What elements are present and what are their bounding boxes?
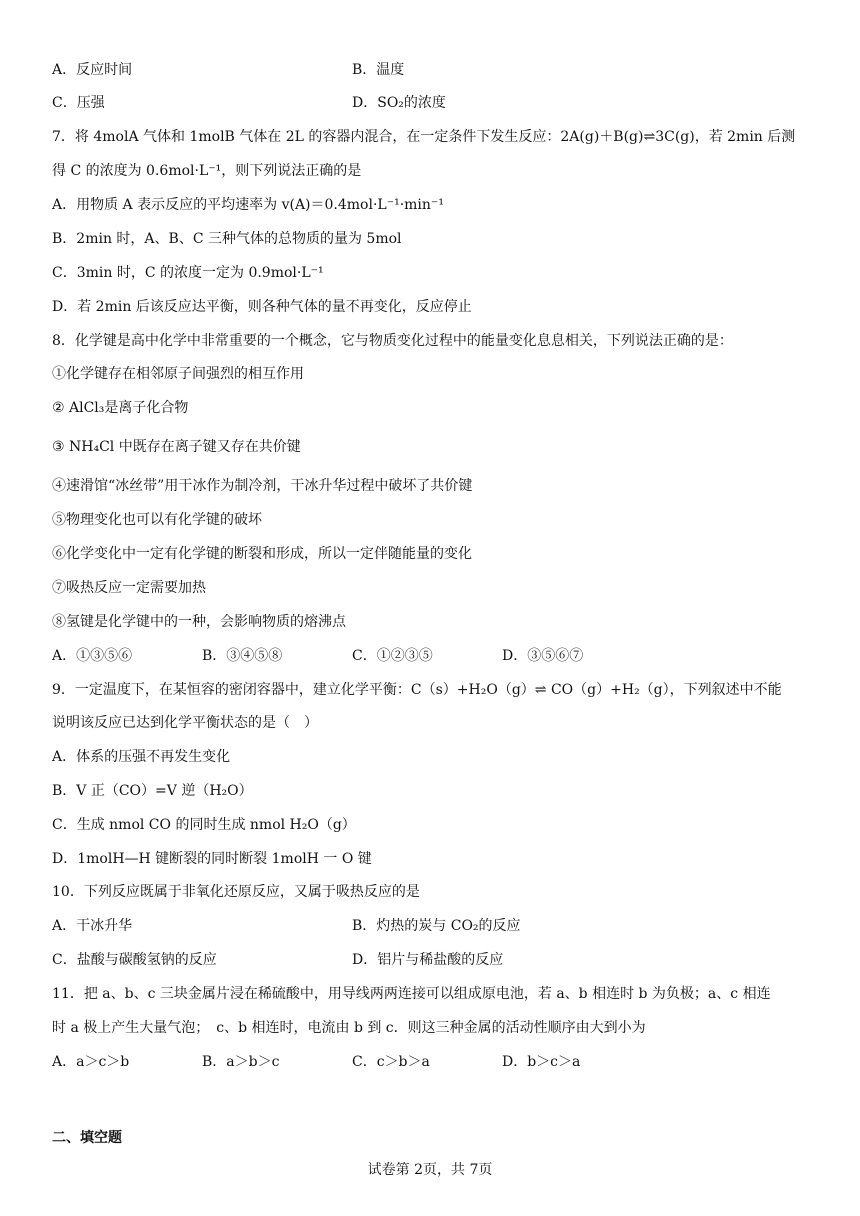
q11-option-c: C．c＞b＞a	[352, 1054, 430, 1070]
q10-option-a: A．干冰升华	[52, 918, 133, 934]
q8-statement-5: ⑤物理变化也可以有化学键的破坏	[52, 512, 262, 528]
q7-option-b: B．2min 时，A、B、C 三种气体的总物质的量为 5mol	[52, 231, 402, 247]
q11-option-a: A．a＞c＞b	[52, 1054, 130, 1070]
q8-option-d: D．③⑤⑥⑦	[502, 648, 584, 664]
q9-option-b: B．V 正（CO）=V 逆（H₂O）	[52, 783, 253, 799]
q10-option-c: C．盐酸与碳酸氢钠的反应	[52, 952, 217, 968]
page-footer: 试卷第 2页，共 7页	[367, 1162, 493, 1178]
q6-option-b: B．温度	[352, 62, 405, 78]
q7-option-c: C．3min 时，C 的浓度一定为 0.9mol·L⁻¹	[52, 265, 324, 281]
q9-stem-line1: 9．一定温度下，在某恒容的密闭容器中，建立化学平衡：C（s）+H₂O（g）⇌ CO（g）+H₂（g），下列叙述中不能	[52, 682, 782, 698]
q9-stem-line2: 说明该反应已达到化学平衡状态的是（ ）	[52, 715, 318, 731]
q11-stem-line1: 11．把 a、b、c 三块金属片浸在稀硫酸中，用导线两两连接可以组成原电池，若 a、b 相连时 b 为负极；a、c 相连	[52, 986, 771, 1002]
q11-option-d: D．b＞c＞a	[502, 1054, 581, 1070]
section-heading: 二、填空题	[52, 1130, 122, 1146]
q9-option-c: C．生成 nmol CO 的同时生成 nmol H₂O（g）	[52, 817, 356, 833]
q8-option-a: A．①③⑤⑥	[52, 648, 133, 664]
q8-statement-2: ② AlCl₃是离子化合物	[52, 400, 189, 416]
q6-option-a: A．反应时间	[52, 62, 133, 78]
q8-statement-4: ④速滑馆“冰丝带”用干冰作为制冷剂，干冰升华过程中破坏了共价键	[52, 478, 473, 494]
q8-statement-1: ①化学键存在相邻原子间强烈的相互作用	[52, 366, 304, 382]
q8-statement-7: ⑦吸热反应一定需要加热	[52, 580, 206, 596]
q11-stem-line2: 时 a 极上产生大量气泡； c、b 相连时，电流由 b 到 c．则这三种金属的活动性顺序由大到小为	[52, 1020, 646, 1036]
q7-option-a: A．用物质 A 表示反应的平均速率为 v(A)＝0.4mol·L⁻¹·min⁻¹	[52, 197, 444, 213]
q10-stem: 10．下列反应既属于非氧化还原反应，又属于吸热反应的是	[52, 884, 420, 900]
q8-statement-6: ⑥化学变化中一定有化学键的断裂和形成，所以一定伴随能量的变化	[52, 546, 472, 562]
q6-option-c: C．压强	[52, 95, 105, 111]
q8-statement-8: ⑧氢键是化学键中的一种，会影响物质的熔沸点	[52, 614, 346, 630]
q8-option-b: B．③④⑤⑧	[202, 648, 283, 664]
q7-option-d: D．若 2min 后该反应达平衡，则各种气体的量不再变化，反应停止	[52, 299, 472, 315]
q8-stem: 8．化学键是高中化学中非常重要的一个概念，它与物质变化过程中的能量变化息息相关，下列说法正确的是：	[52, 333, 733, 349]
q10-option-d: D．铝片与稀盐酸的反应	[352, 952, 504, 968]
q7-stem-line1: 7．将 4molA 气体和 1molB 气体在 2L 的容器内混合，在一定条件下发生反应：2A(g)＋B(g)⇌3C(g)，若 2min 后测	[52, 129, 796, 145]
q7-stem-line2: 得 C 的浓度为 0.6mol·L⁻¹，则下列说法正确的是	[52, 163, 362, 179]
q8-option-c: C．①②③⑤	[352, 648, 433, 664]
q6-option-d: D．SO₂的浓度	[352, 95, 446, 111]
q9-option-d: D．1molH—H 键断裂的同时断裂 1molH 一 O 键	[52, 851, 372, 867]
q10-option-b: B．灼热的炭与 CO₂的反应	[352, 918, 521, 934]
q9-option-a: A．体系的压强不再发生变化	[52, 749, 231, 765]
q11-option-b: B．a＞b＞c	[202, 1054, 280, 1070]
q8-statement-3: ③ NH₄Cl 中既存在离子键又存在共价键	[52, 439, 301, 455]
